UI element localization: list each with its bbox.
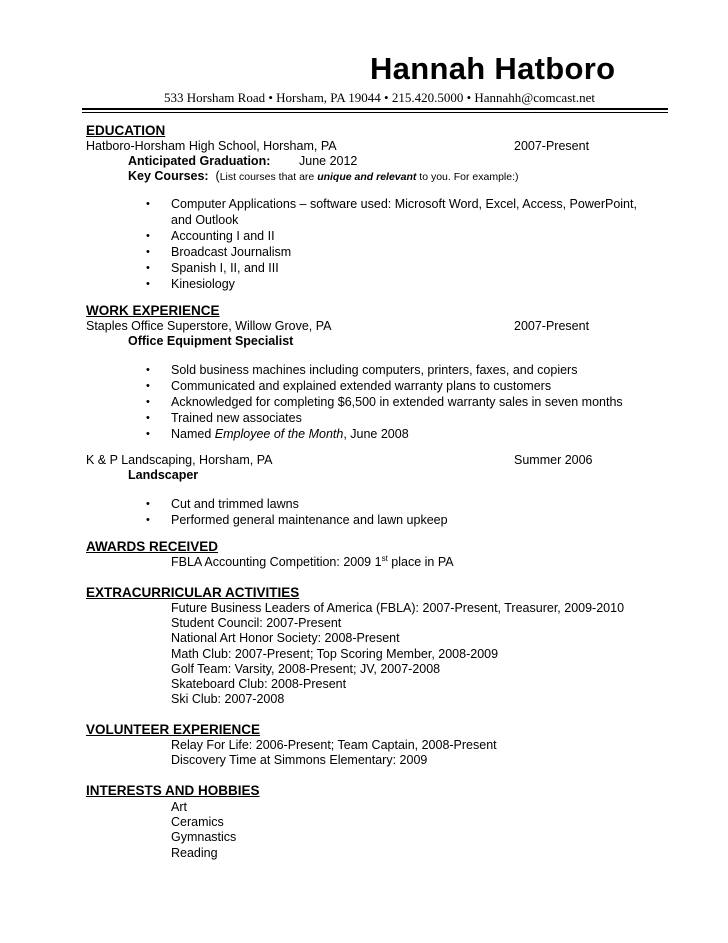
job1-title: Office Equipment Specialist bbox=[128, 334, 294, 348]
bullet-icon: • bbox=[146, 246, 150, 258]
resume-name: Hannah Hatboro bbox=[370, 51, 616, 86]
list-item: Skateboard Club: 2008-Present bbox=[171, 677, 347, 692]
header-rule-thin bbox=[82, 112, 668, 113]
list-item bbox=[146, 426, 623, 442]
list-item bbox=[146, 276, 637, 292]
bullet-icon: • bbox=[146, 198, 150, 210]
bullet-icon: • bbox=[146, 498, 150, 510]
volunteer-heading: VOLUNTEER EXPERIENCE bbox=[86, 722, 261, 737]
bullet-icon: • bbox=[146, 262, 150, 274]
bullet-icon: • bbox=[146, 380, 150, 392]
courses-list bbox=[146, 196, 637, 292]
graduation-label: Anticipated Graduation: bbox=[128, 154, 271, 168]
list-item: Relay For Life: 2006-Present; Team Captain, 2008-Present bbox=[171, 738, 497, 752]
awards-heading: AWARDS RECEIVED bbox=[86, 539, 219, 554]
list-item bbox=[146, 244, 637, 260]
duty-item-emphasis: Employee of the Month bbox=[214, 427, 344, 441]
courses-note-a: List courses that are bbox=[219, 171, 318, 183]
list-item: Gymnastics bbox=[171, 830, 237, 845]
list-item bbox=[146, 410, 623, 426]
job2-duties bbox=[146, 496, 448, 528]
list-item: Discovery Time at Simmons Elementary: 2009 bbox=[171, 753, 428, 768]
list-item: Future Business Leaders of America (FBLA): 2007-Present, Treasurer, 2009-2010 bbox=[171, 601, 625, 615]
courses-note-open: ( bbox=[215, 169, 220, 183]
bullet-icon: • bbox=[146, 412, 150, 424]
duty-item-part: Named bbox=[171, 427, 215, 441]
list-item bbox=[146, 260, 637, 276]
bullet-icon: • bbox=[146, 428, 150, 440]
header-rule-thick bbox=[82, 108, 668, 110]
list-item: Reading bbox=[171, 845, 218, 860]
list-item bbox=[146, 228, 637, 244]
bullet-icon: • bbox=[146, 230, 150, 242]
courses-note-b: unique and relevant bbox=[317, 171, 417, 183]
list-item bbox=[146, 512, 448, 528]
course-item: Broadcast Journalism bbox=[171, 245, 292, 259]
list-item bbox=[146, 212, 637, 228]
list-item bbox=[146, 378, 623, 394]
list-item: Ski Club: 2007-2008 bbox=[171, 692, 285, 707]
list-item: Ceramics bbox=[171, 815, 224, 830]
course-item-continuation: and Outlook bbox=[171, 213, 239, 227]
duty-item: Acknowledged for completing $6,500 in extended warranty sales in seven months bbox=[171, 395, 623, 409]
list-item: Math Club: 2007-Present; Top Scoring Member, 2008-2009 bbox=[171, 646, 499, 661]
work-heading: WORK EXPERIENCE bbox=[86, 303, 220, 318]
education-heading: EDUCATION bbox=[86, 123, 166, 138]
school-name: Hatboro-Horsham High School, Horsham, PA bbox=[86, 139, 337, 153]
duty-item-part: , June 2008 bbox=[343, 427, 409, 441]
duty-item: Communicated and explained extended warranty plans to customers bbox=[171, 379, 552, 393]
extracurricular-list bbox=[171, 601, 624, 707]
job1-duties bbox=[146, 362, 623, 442]
list-item: National Art Honor Society: 2008-Present bbox=[171, 631, 400, 646]
school-dates: 2007-Present bbox=[514, 139, 590, 153]
award-text-end: place in PA bbox=[387, 555, 454, 569]
duty-item: Cut and trimmed lawns bbox=[171, 497, 299, 511]
list-item bbox=[146, 394, 623, 410]
course-item: Spanish I, II, and III bbox=[171, 261, 279, 275]
key-courses-label: Key Courses: bbox=[128, 169, 209, 183]
job1-dates: 2007-Present bbox=[514, 319, 590, 333]
list-item: Art bbox=[171, 800, 187, 814]
course-item: Accounting I and II bbox=[171, 229, 275, 243]
extracurricular-heading: EXTRACURRICULAR ACTIVITIES bbox=[86, 585, 300, 600]
award-text: FBLA Accounting Competition: 2009 1 bbox=[171, 555, 382, 569]
graduation-value: June 2012 bbox=[299, 154, 358, 168]
job2-dates: Summer 2006 bbox=[514, 453, 593, 467]
course-item: Computer Applications – software used: Microsoft Word, Excel, Access, PowerPoint, bbox=[171, 197, 637, 211]
job2-employer: K & P Landscaping, Horsham, PA bbox=[86, 453, 273, 467]
award-item bbox=[171, 555, 454, 570]
list-item bbox=[146, 496, 448, 512]
interests-heading: INTERESTS AND HOBBIES bbox=[86, 783, 260, 798]
bullet-icon: • bbox=[146, 364, 150, 376]
list-item bbox=[146, 196, 637, 212]
interests-list bbox=[171, 800, 236, 861]
list-item: Golf Team: Varsity, 2008-Present; JV, 2007-2008 bbox=[171, 661, 441, 676]
duty-item: Trained new associates bbox=[171, 411, 302, 425]
duty-item: Sold business machines including computers, printers, faxes, and copiers bbox=[171, 363, 578, 377]
contact-line: 533 Horsham Road • Horsham, PA 19044 • 215.420.5000 • Hannahh@comcast.net bbox=[164, 90, 595, 105]
list-item bbox=[146, 362, 623, 378]
course-item: Kinesiology bbox=[171, 277, 235, 291]
courses-note-c: to you. For example:) bbox=[416, 171, 519, 183]
bullet-icon: • bbox=[146, 278, 150, 290]
list-item: Student Council: 2007-Present bbox=[171, 616, 342, 631]
award-ordinal: st bbox=[381, 553, 388, 563]
job2-title: Landscaper bbox=[128, 468, 199, 482]
duty-item: Performed general maintenance and lawn upkeep bbox=[171, 513, 448, 527]
volunteer-list bbox=[171, 738, 497, 768]
key-courses-line bbox=[128, 169, 519, 185]
job1-employer: Staples Office Superstore, Willow Grove, PA bbox=[86, 319, 332, 333]
bullet-icon: • bbox=[146, 396, 150, 408]
bullet-icon: • bbox=[146, 514, 150, 526]
